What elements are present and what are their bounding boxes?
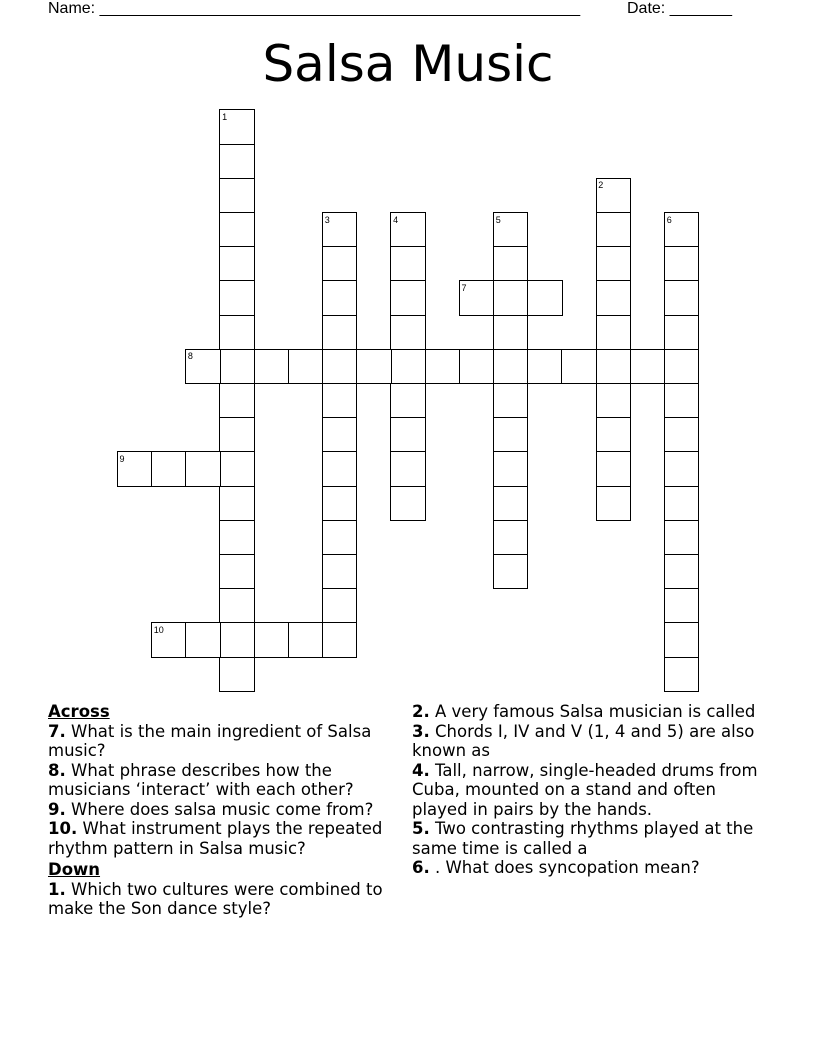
grid-cell[interactable] [322, 417, 357, 452]
grid-cell[interactable] [664, 554, 699, 589]
grid-cell[interactable] [596, 349, 631, 384]
grid-cell[interactable] [322, 588, 357, 623]
grid-cell[interactable] [322, 315, 357, 350]
grid-clue-number: 4 [393, 214, 399, 225]
clue-number: 4. [412, 760, 430, 780]
date-field-label: Date: _______ [627, 0, 732, 17]
down-heading: Down [48, 860, 101, 879]
across-clue-7 [48, 722, 408, 761]
grid-cell[interactable] [219, 280, 254, 315]
grid-cell[interactable] [425, 349, 460, 384]
grid-clue-number: 3 [324, 214, 330, 225]
grid-cell[interactable] [254, 349, 289, 384]
grid-clue-number: 5 [495, 214, 501, 225]
grid-cell[interactable] [390, 315, 425, 350]
grid-cell[interactable] [322, 451, 357, 486]
grid-clue-number: 1 [222, 112, 228, 122]
grid-cell[interactable] [664, 417, 699, 452]
clue-text: Tall, narrow, single-headed drums from Cuba, mounted on a stand and often played in pairs by the hands. [412, 760, 758, 819]
clue-text: What is the main ingredient of Salsa music? [48, 721, 372, 760]
grid-cell[interactable] [493, 383, 528, 418]
grid-cell[interactable] [493, 451, 528, 486]
clue-number: 6. [412, 858, 430, 877]
grid-cell[interactable] [390, 349, 425, 384]
across-clue-10 [48, 819, 408, 858]
grid-clue-number: 8 [187, 351, 193, 362]
grid-cell[interactable] [596, 451, 631, 486]
clue-text: Which two cultures were combined to make the Son dance style? [48, 879, 383, 918]
grid-cell[interactable] [219, 417, 254, 452]
clue-text: . What does syncopation mean? [435, 858, 700, 877]
grid-cell[interactable] [219, 657, 254, 692]
name-field-label: Name: ______________________________________________________ [48, 0, 581, 17]
grid-cell[interactable] [356, 349, 391, 384]
grid-cell[interactable] [493, 486, 528, 521]
grid-cell[interactable] [596, 315, 631, 350]
grid-cell[interactable] [664, 383, 699, 418]
clue-text: Two contrasting rhythms played at the same time is called a [412, 819, 754, 858]
grid-cell[interactable] [219, 588, 254, 623]
grid-cell[interactable] [561, 349, 596, 384]
grid-cell[interactable] [219, 246, 254, 281]
grid-cell[interactable] [151, 451, 186, 486]
grid-cell[interactable] [390, 383, 425, 418]
grid-cell[interactable] [185, 622, 220, 657]
grid-cell[interactable] [390, 486, 425, 521]
grid-cell[interactable] [630, 349, 665, 384]
grid-clue-number: 7 [461, 283, 467, 293]
across-heading: Across [48, 702, 110, 721]
clue-text: A very famous Salsa musician is called [435, 702, 756, 721]
grid-cell[interactable] [219, 144, 254, 179]
grid-cell[interactable] [493, 280, 528, 315]
grid-cell[interactable] [219, 520, 254, 555]
grid-cell[interactable] [219, 554, 254, 589]
grid-cell[interactable] [664, 520, 699, 555]
clue-number: 3. [412, 721, 430, 741]
grid-cell[interactable] [322, 280, 357, 315]
grid-cell[interactable] [219, 486, 254, 521]
grid-cell[interactable] [664, 349, 699, 384]
grid-cell[interactable] [322, 383, 357, 418]
grid-cell[interactable] [596, 383, 631, 418]
grid-cell[interactable] [493, 554, 528, 589]
grid-cell[interactable] [459, 349, 494, 384]
clue-number: 5. [412, 819, 430, 838]
grid-cell[interactable] [322, 622, 357, 657]
down-clue-6 [412, 858, 772, 878]
down-clue-4 [412, 761, 772, 820]
grid-cell[interactable] [288, 349, 323, 384]
grid-cell[interactable] [664, 622, 699, 657]
clue-number: 2. [412, 702, 430, 721]
grid-cell[interactable] [664, 486, 699, 521]
grid-cell[interactable] [185, 451, 220, 486]
grid-cell[interactable] [493, 520, 528, 555]
grid-cell[interactable] [322, 520, 357, 555]
down-clue-3 [412, 722, 772, 761]
grid-cell[interactable] [322, 246, 357, 281]
grid-cell[interactable] [322, 554, 357, 589]
grid-cell[interactable] [664, 315, 699, 350]
grid-cell[interactable] [664, 451, 699, 486]
clue-text: What phrase describes how the musicians ‘interact’ with each other? [48, 760, 354, 799]
grid-cell[interactable] [527, 280, 562, 315]
grid-cell[interactable] [254, 622, 289, 657]
grid-cell[interactable] [493, 349, 528, 384]
grid-cell[interactable] [390, 451, 425, 486]
clues-right-column [412, 702, 772, 878]
clue-text: What instrument plays the repeated rhythm pattern in Salsa music? [48, 819, 383, 858]
clues-left-column [48, 702, 408, 919]
grid-cell[interactable] [596, 280, 631, 315]
grid-cell[interactable] [219, 315, 254, 350]
grid-cell[interactable] [664, 588, 699, 623]
grid-cell[interactable] [527, 349, 562, 384]
grid-cell[interactable] [493, 246, 528, 281]
clue-number: 7. [48, 721, 66, 741]
grid-cell[interactable] [219, 178, 254, 213]
clue-number: 1. [48, 879, 66, 899]
grid-cell[interactable] [664, 280, 699, 315]
page-title: Salsa Music [262, 35, 554, 93]
across-clue-9 [48, 800, 408, 820]
down-clue-2 [412, 702, 772, 722]
grid-cell[interactable] [219, 383, 254, 418]
clue-number: 8. [48, 760, 66, 780]
grid-cell[interactable] [664, 657, 699, 692]
grid-cell[interactable] [596, 212, 631, 247]
grid-cell[interactable] [493, 315, 528, 350]
grid-clue-number: 6 [666, 214, 672, 225]
grid-clue-number: 2 [598, 180, 604, 191]
grid-cell[interactable] [219, 622, 254, 657]
grid-cell[interactable] [596, 417, 631, 452]
across-clue-8 [48, 761, 408, 800]
grid-cell[interactable] [596, 486, 631, 521]
grid-clue-number: 10 [153, 625, 164, 635]
clue-text: Chords I, IV and V (1, 4 and 5) are also known as [412, 721, 755, 760]
grid-cell[interactable] [390, 246, 425, 281]
grid-cell[interactable] [219, 212, 254, 247]
grid-cell[interactable] [219, 349, 254, 384]
grid-clue-number: 9 [119, 454, 125, 464]
grid-cell[interactable] [219, 451, 254, 486]
grid-cell[interactable] [596, 246, 631, 281]
grid-cell[interactable] [390, 417, 425, 452]
grid-cell[interactable] [390, 280, 425, 315]
clue-text: Where does salsa music come from? [71, 799, 374, 819]
clue-number: 10. [48, 819, 78, 838]
down-clue-5 [412, 819, 772, 858]
down-clue-1 [48, 880, 408, 919]
grid-cell[interactable] [288, 622, 323, 657]
grid-cell[interactable] [664, 246, 699, 281]
clue-number: 9. [48, 799, 66, 819]
grid-cell[interactable] [322, 349, 357, 384]
grid-cell[interactable] [493, 417, 528, 452]
grid-cell[interactable] [322, 486, 357, 521]
